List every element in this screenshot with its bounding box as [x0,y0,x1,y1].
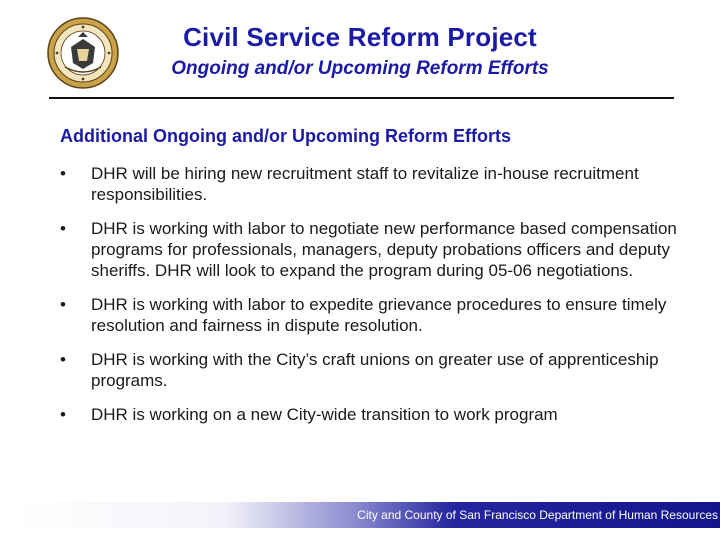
section-heading: Additional Ongoing and/or Upcoming Reform Efforts [60,126,511,146]
bullet-item [60,404,680,425]
bullet-item [60,218,680,281]
bullet-marker: • [60,164,66,183]
page-title: Civil Service Reform Project [183,22,537,52]
footer-text: City and County of San Francisco Department of Human Resources [357,508,718,522]
header-divider [49,97,674,99]
footer-band [15,502,720,528]
bullet-item [60,349,680,391]
bullet-marker: • [60,350,66,369]
bullet-marker: • [60,219,66,238]
bullet-text: DHR is working on a new City-wide transition to work program [91,405,558,424]
bullet-item [60,294,680,336]
bullet-text: DHR will be hiring new recruitment staff to revitalize in-house recruitment responsibilities. [91,164,639,204]
bullet-text: DHR is working with the City’s craft unions on greater use of apprenticeship programs. [91,350,659,390]
bullet-marker: • [60,405,66,424]
bullet-item [60,163,680,205]
bullet-text: DHR is working with labor to negotiate new performance based compensation programs for professionals, managers, deputy probations officers and deputy sheriffs. DHR will look to expand the program during 05-06 negotiations. [91,219,677,280]
page-subtitle: Ongoing and/or Upcoming Reform Efforts [171,58,549,79]
bullet-list [60,163,680,438]
bullet-text: DHR is working with labor to expedite grievance procedures to ensure timely resolution and fairness in dispute resolution. [91,295,667,335]
bullet-marker: • [60,295,66,314]
